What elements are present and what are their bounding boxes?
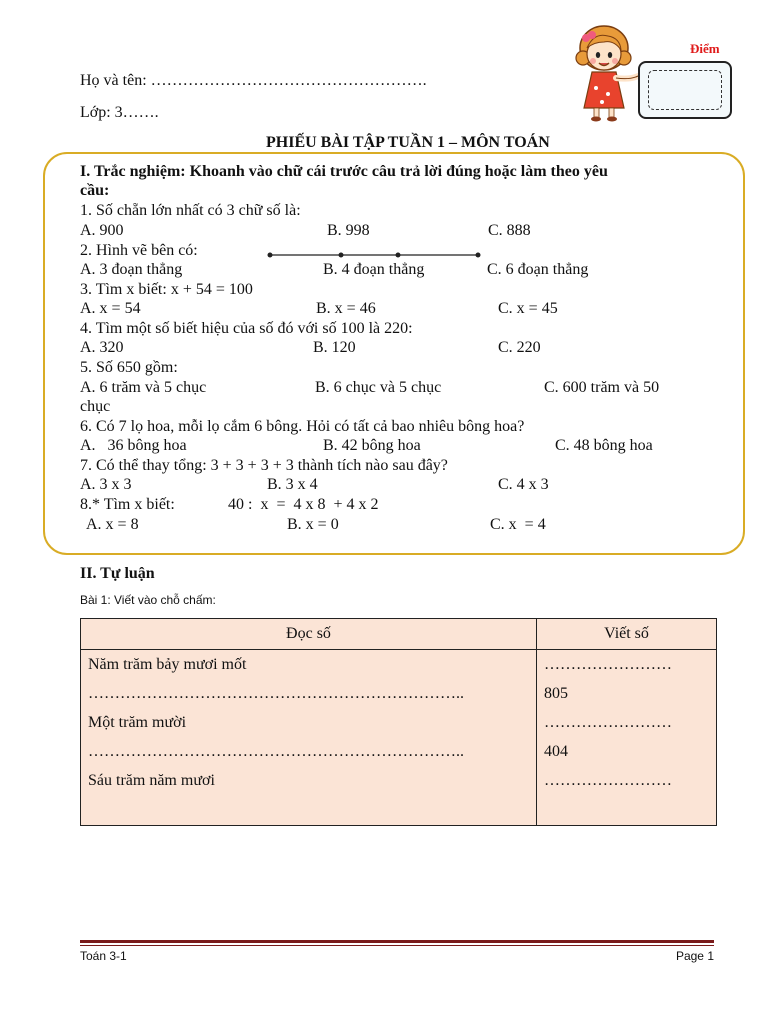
- girl-illustration: [574, 18, 644, 122]
- q3-option-a[interactable]: A. x = 54: [80, 300, 141, 317]
- col-header-viet-so: Viết số: [537, 619, 717, 650]
- q5-option-a[interactable]: A. 6 trăm và 5 chục: [80, 379, 207, 396]
- footer-rule-thin: [80, 945, 714, 946]
- table-header-row: [81, 619, 717, 650]
- q4-option-c[interactable]: C. 220: [498, 339, 541, 356]
- part2-heading: II. Tự luận: [80, 565, 155, 582]
- q5-text: 5. Số 650 gồm:: [80, 359, 178, 376]
- q6-option-c[interactable]: C. 48 bông hoa: [555, 437, 653, 454]
- q6-text: 6. Có 7 lọ hoa, mỗi lọ cắm 6 bông. Hỏi có tất cả bao nhiêu bông hoa?: [80, 418, 525, 435]
- class-line: Lớp: 3…….: [80, 104, 159, 121]
- viet-so-line-1[interactable]: ……………………: [544, 656, 672, 673]
- score-label: Điểm: [690, 41, 720, 56]
- q4-option-b[interactable]: B. 120: [313, 339, 356, 356]
- doc-so-line-4[interactable]: ……………………………………………………………..: [88, 743, 464, 760]
- q2-option-c[interactable]: C. 6 đoạn thẳng: [487, 261, 589, 278]
- q5-option-c[interactable]: C. 600 trăm và 50: [544, 379, 660, 396]
- q7-option-b[interactable]: B. 3 x 4: [267, 476, 318, 493]
- q3-text: 3. Tìm x biết: x + 54 = 100: [80, 281, 253, 298]
- q6-option-b[interactable]: B. 42 bông hoa: [323, 437, 421, 454]
- q1-option-c[interactable]: C. 888: [488, 222, 531, 239]
- bai1-label: Bài 1: Viết vào chỗ chấm:: [80, 593, 216, 607]
- score-box-dashed-inner: [648, 70, 722, 110]
- footer-rule-thick: [80, 940, 714, 943]
- part1-heading-line2: cầu:: [80, 182, 110, 199]
- q1-option-a[interactable]: A. 900: [80, 222, 124, 239]
- q7-text: 7. Có thể thay tổng: 3 + 3 + 3 + 3 thành tích nào sau đây?: [80, 457, 448, 474]
- q3-option-b[interactable]: B. x = 46: [316, 300, 376, 317]
- q7-option-c[interactable]: C. 4 x 3: [498, 476, 549, 493]
- q3-option-c[interactable]: C. x = 45: [498, 300, 558, 317]
- page-title: PHIẾU BÀI TẬP TUẦN 1 – MÔN TOÁN: [266, 134, 550, 151]
- q1-option-b[interactable]: B. 998: [327, 222, 370, 239]
- q5-option-b[interactable]: B. 6 chục và 5 chục: [315, 379, 442, 396]
- score-box: [638, 61, 732, 119]
- q8-option-b[interactable]: B. x = 0: [287, 516, 339, 533]
- q8-text: 8.* Tìm x biết:: [80, 496, 175, 513]
- viet-so-column: [537, 650, 717, 826]
- table-body-row: [81, 650, 717, 826]
- q5-option-c-continuation: chục: [80, 398, 111, 415]
- part1-heading-line1: I. Trắc nghiệm: Khoanh vào chữ cái trước câu trả lời đúng hoặc làm theo yêu: [80, 163, 608, 180]
- segment-diagram: [266, 250, 482, 260]
- doc-so-line-5: Sáu trăm năm mươi: [88, 772, 215, 789]
- footer-page-number: Page 1: [675, 949, 714, 963]
- viet-so-line-4: 404: [544, 743, 568, 760]
- q6-option-a[interactable]: A. 36 bông hoa: [80, 437, 187, 454]
- viet-so-line-5[interactable]: ……………………: [544, 772, 672, 789]
- q2-text: 2. Hình vẽ bên có:: [80, 242, 198, 259]
- viet-so-line-3[interactable]: ……………………: [544, 714, 672, 731]
- q1-text: 1. Số chẵn lớn nhất có 3 chữ số là:: [80, 202, 301, 219]
- name-line: Họ và tên: …………………………………………….: [80, 72, 427, 89]
- q8-option-c[interactable]: C. x = 4: [490, 516, 546, 533]
- q8-equation: 40 : x = 4 x 8 + 4 x 2: [228, 496, 379, 513]
- footer-left: Toán 3-1: [80, 949, 127, 963]
- q7-option-a[interactable]: A. 3 x 3: [80, 476, 132, 493]
- doc-so-line-2[interactable]: ……………………………………………………………..: [88, 685, 464, 702]
- q2-option-a[interactable]: A. 3 đoạn thẳng: [80, 261, 183, 278]
- doc-so-line-1: Năm trăm bảy mươi mốt: [88, 656, 247, 673]
- doc-so-line-3: Một trăm mười: [88, 714, 187, 731]
- viet-so-line-2: 805: [544, 685, 568, 702]
- doc-so-column: [81, 650, 537, 826]
- q8-option-a[interactable]: A. x = 8: [86, 516, 139, 533]
- q4-text: 4. Tìm một số biết hiệu của số đó với số 100 là 220:: [80, 320, 413, 337]
- col-header-doc-so: Đọc số: [81, 619, 537, 650]
- q2-option-b[interactable]: B. 4 đoạn thẳng: [323, 261, 425, 278]
- q4-option-a[interactable]: A. 320: [80, 339, 124, 356]
- bai1-table: [80, 618, 717, 826]
